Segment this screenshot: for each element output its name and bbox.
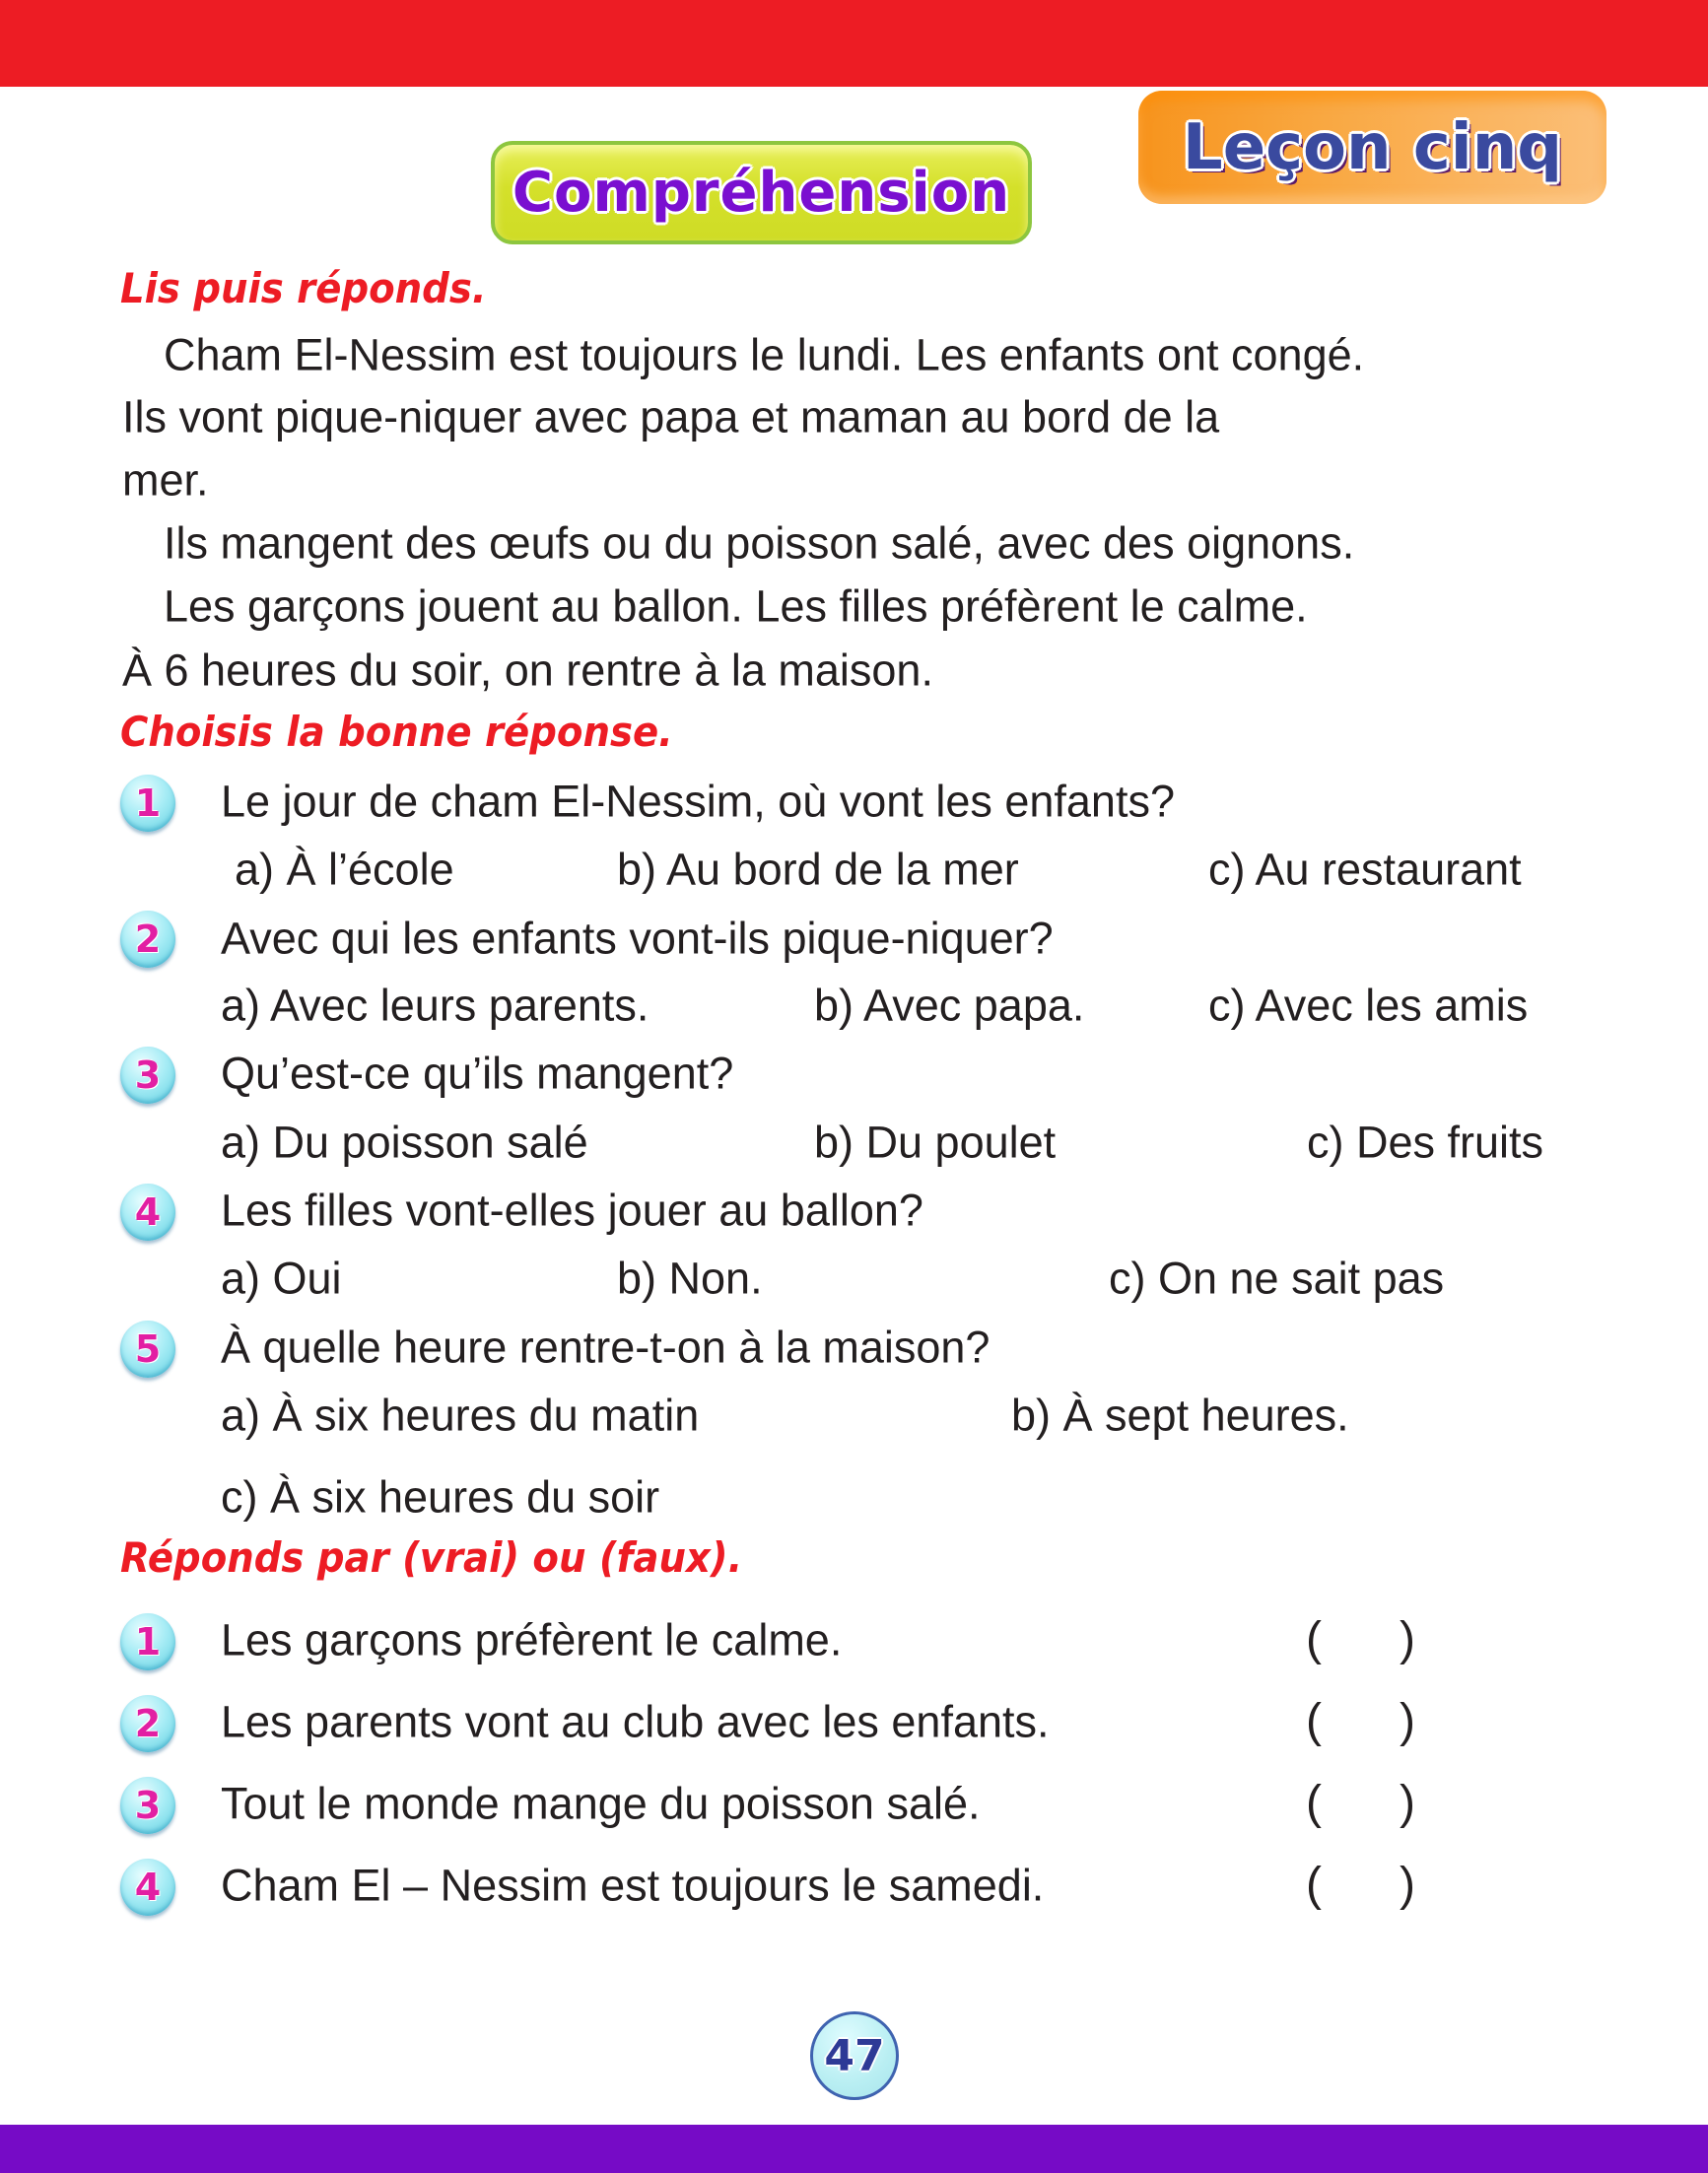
- page-number: 47: [824, 2030, 885, 2081]
- page-number-badge: [810, 2011, 899, 2100]
- lesson-title-badge: [1138, 91, 1606, 204]
- answer-open-paren: (: [1306, 1777, 1322, 1829]
- statement-text: Cham El – Nessim est toujours le samedi.: [221, 1860, 1045, 1911]
- option-a[interactable]: a) Du poisson salé: [221, 1117, 588, 1168]
- option-b[interactable]: b) Au bord de la mer: [617, 844, 1019, 895]
- number-badge-icon: 2: [120, 1695, 175, 1752]
- answer-open-paren: (: [1306, 1613, 1322, 1665]
- passage-line: Les garçons jouent au ballon. Les filles préfèrent le calme.: [164, 580, 1308, 632]
- number-badge-icon: 4: [120, 1184, 175, 1241]
- number-badge-icon: 1: [120, 775, 175, 832]
- option-c[interactable]: c) Des fruits: [1307, 1117, 1544, 1168]
- number-badge-icon: 5: [120, 1321, 175, 1378]
- passage-line: Ils mangent des œufs ou du poisson salé, avec des oignons.: [164, 517, 1355, 569]
- option-a[interactable]: a) À six heures du matin: [221, 1390, 700, 1441]
- passage-line: Cham El-Nessim est toujours le lundi. Les enfants ont congé.: [164, 329, 1365, 380]
- answer-close-paren: ): [1400, 1777, 1415, 1829]
- statement-text: Les garçons préfèrent le calme.: [221, 1614, 843, 1665]
- lesson-title: Leçon cinq: [1182, 110, 1563, 184]
- section-title-badge: [491, 141, 1032, 244]
- option-b[interactable]: b) À sept heures.: [1011, 1390, 1349, 1441]
- question-text: Les filles vont-elles jouer au ballon?: [221, 1185, 923, 1236]
- option-c[interactable]: c) À six heures du soir: [221, 1471, 660, 1523]
- option-b[interactable]: b) Non.: [617, 1253, 763, 1304]
- true-false-heading: Réponds par (vrai) ou (faux).: [120, 1533, 743, 1582]
- question-text: Qu’est-ce qu’ils mangent?: [221, 1048, 734, 1099]
- option-b[interactable]: b) Avec papa.: [814, 980, 1085, 1031]
- answer-close-paren: ): [1400, 1859, 1415, 1911]
- option-c[interactable]: c) Au restaurant: [1208, 844, 1522, 895]
- number-badge-icon: 3: [120, 1777, 175, 1834]
- passage-line: Ils vont pique-niquer avec papa et maman au bord de la: [122, 391, 1220, 442]
- question-text: Avec qui les enfants vont-ils pique-niquer?: [221, 913, 1054, 964]
- answer-close-paren: ): [1400, 1613, 1415, 1665]
- answer-open-paren: (: [1306, 1695, 1322, 1747]
- number-badge-icon: 4: [120, 1859, 175, 1916]
- reading-heading: Lis puis réponds.: [120, 264, 487, 312]
- answer-open-paren: (: [1306, 1859, 1322, 1911]
- answer-close-paren: ): [1400, 1695, 1415, 1747]
- option-a[interactable]: a) Avec leurs parents.: [221, 980, 649, 1031]
- number-badge-icon: 2: [120, 911, 175, 968]
- option-b[interactable]: b) Du poulet: [814, 1117, 1057, 1168]
- passage-line: mer.: [122, 454, 209, 506]
- option-a[interactable]: a) À l’école: [235, 844, 454, 895]
- top-color-bar: [0, 0, 1708, 87]
- question-text: À quelle heure rentre-t-on à la maison?: [221, 1322, 991, 1373]
- statement-text: Les parents vont au club avec les enfants.: [221, 1696, 1050, 1747]
- option-c[interactable]: c) Avec les amis: [1208, 980, 1529, 1031]
- option-a[interactable]: a) Oui: [221, 1253, 342, 1304]
- question-text: Le jour de cham El-Nessim, où vont les enfants?: [221, 776, 1175, 827]
- option-c[interactable]: c) On ne sait pas: [1109, 1253, 1445, 1304]
- passage-line: À 6 heures du soir, on rentre à la maison.: [122, 645, 933, 696]
- statement-text: Tout le monde mange du poisson salé.: [221, 1778, 981, 1829]
- bottom-color-bar: [0, 2125, 1708, 2173]
- mcq-heading: Choisis la bonne réponse.: [120, 708, 673, 756]
- section-title: Compréhension: [512, 161, 1011, 225]
- number-badge-icon: 1: [120, 1613, 175, 1670]
- number-badge-icon: 3: [120, 1047, 175, 1104]
